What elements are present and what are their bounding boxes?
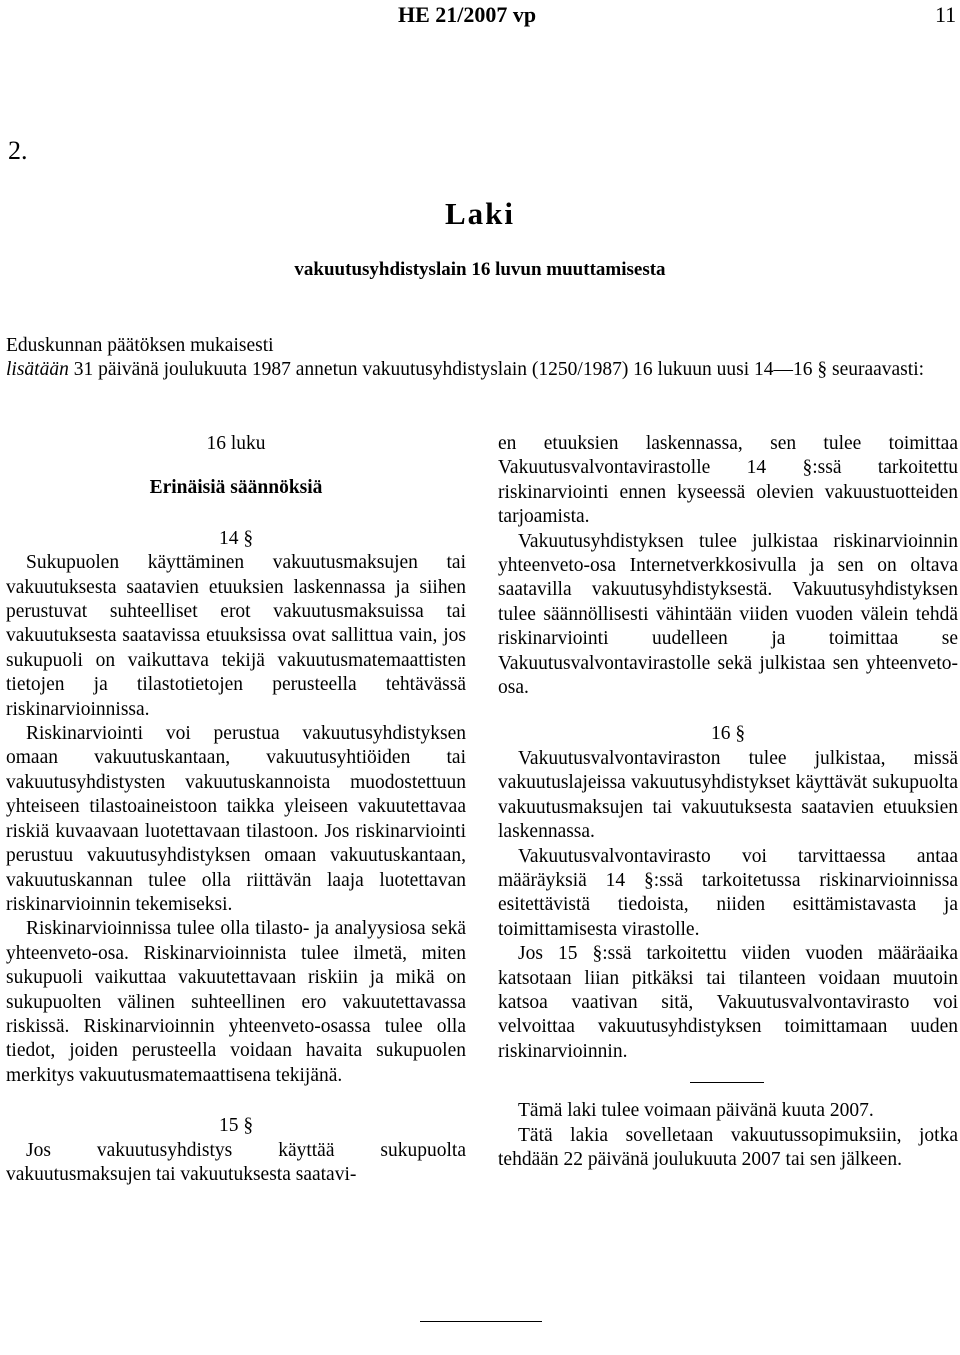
enactment-clause: [6, 334, 956, 381]
chapter-heading: 16 luku: [206, 433, 266, 454]
enactment-line: Eduskunnan päätöksen mukaisesti: [6, 335, 274, 356]
page-number: 11: [935, 2, 957, 27]
left-column: [6, 432, 466, 1187]
applicability-clause: Tätä lakia sovelletaan vakuutussopimuksiin, jotka tehdään 22 päivänä joulukuuta 2007 tai sen jälkeen.: [498, 1124, 958, 1170]
enactment-body: [6, 358, 956, 382]
chapter-title: Erinäisiä säännöksiä: [149, 477, 323, 499]
section-16-paragraph-2: Vakuutusvalvontavirasto voi tarvittaessa antaa määräyksiä 14 §:ssä tarkoitetussa riskinarvioinnissa esitettävistä tiedoista, niiden esittämistavasta ja toimittamisesta virastolle.: [498, 845, 958, 940]
section-14-paragraph-2: Riskinarviointi voi perustua vakuutusyhdistyksen omaan vakuutuskantaan, vakuutusyhtiöiden tai vakuutusyhdistysten vakuutuskannoista muodostettuun yhteiseen tilastoaineistoon taikka yleiseen vakuutettavaa riskiä kuvaavaan luotettavaan tilastoon. Jos riskinarviointi perustuu vakuutusyhdistyksen omaan vakuutuskantaan, vakuutuskannan tulee olla riittävän laaja luotettavan riskinarvioinnin tekemiseksi.: [6, 723, 466, 915]
section-14-paragraph-1: Sukupuolen käyttäminen vakuutusmaksujen tai vakuutuksesta saatavien etuuksien laskennassa ja siihen perustuvat suhteelliset erot vakuutusmaksuissa tai vakuutuksesta saatavissa etuuksissa ovat sallittua vain, jos sukupuoli on vaikuttava tekijä vakuutusmatemaattisten tietojen ja tilastotietojen perusteella tehtävässä riskinarvioinnissa.: [6, 552, 466, 720]
enactment-verb: lisätään: [6, 358, 69, 380]
law-subtitle: vakuutusyhdistyslain 16 luvun muuttamisesta: [294, 259, 666, 280]
section-15-paragraph-2: Vakuutusyhdistyksen tulee julkistaa riskinarvioinnin yhteenveto-osa Internetverkkosivulla ja sen on oltava saatavilla vakuutusyhdistyksestä. Vakuutusyhdistyksen tulee säännöllisesti vähintään viiden vuoden välein tehdä riskinarviointi uudelleen ja toimittaa se Vakuutusvalvontavirastolle sekä julkistaa sen yhteenveto-osa.: [498, 530, 958, 699]
right-column: [498, 432, 958, 1172]
end-divider: [420, 1321, 542, 1322]
section-16-paragraph-3: Jos 15 §:ssä tarkoitettu viiden vuoden määräaika katsotaan liian pitkäksi tai tilanteen voidaan muutoin katsoa vaativan sitä, Vakuutusvalvontavirasto voi velvoittaa vakuutusyhdistyksen toimittamaan uuden riskinarvioinnin.: [498, 943, 958, 1062]
enactment-rest: 31 päivänä joulukuuta 1987 annetun vakuutusyhdistyslain (1250/1987) 16 lukuun uusi 14—16 § seuraavasti:: [68, 358, 925, 380]
section-16-paragraph-1: Vakuutusvalvontaviraston tulee julkistaa, missä vakuutuslajeissa vakuutusyhdistykset käyttävät sukupuolta vakuutusmaksujen tai vakuutuksesta saatavien etuuksien laskennassa.: [498, 747, 958, 843]
section-16-heading: 16 §: [710, 723, 746, 745]
page-header: [0, 2, 960, 32]
document-identifier: HE 21/2007 vp: [398, 2, 537, 27]
section-15-paragraph-1-start: Jos vakuutusyhdistys käyttää sukupuolta vakuutusmaksujen tai vakuutuksesta saatavi-: [6, 1139, 466, 1185]
section-14-paragraph-3: Riskinarvioinnissa tulee olla tilasto- ja analyysiosa sekä yhteenveto-osa. Riskinarvioinnista tulee ilmetä, miten sukupuoli vaikuttaa vakuutettavaan riskiin ja mikä on sukupuolten välinen suhteellinen ero vakuutettavassa riskissä. Riskinarvioinnin yhteenveto-osassa tulee olla tiedot, joiden perusteella voidaan havaita sukupuolen merkitys vakuutusmatemaattisena tekijänä.: [6, 918, 466, 1086]
section-14-heading: 14 §: [218, 527, 254, 549]
law-title: Laki: [444, 196, 516, 231]
entry-into-force: Tämä laki tulee voimaan päivänä kuuta 2007.: [518, 1100, 874, 1122]
proposal-number: 2.: [8, 136, 28, 165]
closing-divider: [690, 1082, 764, 1083]
section-15-heading: 15 §: [218, 1115, 254, 1137]
section-15-paragraph-1-end: en etuuksien laskennassa, sen tulee toimittaa Vakuutusvalvontavirastolle 14 §:ssä tarkoitettu riskinarviointi ennen kyseessä olevien vakuustuotteiden tarjoamista.: [498, 433, 958, 528]
